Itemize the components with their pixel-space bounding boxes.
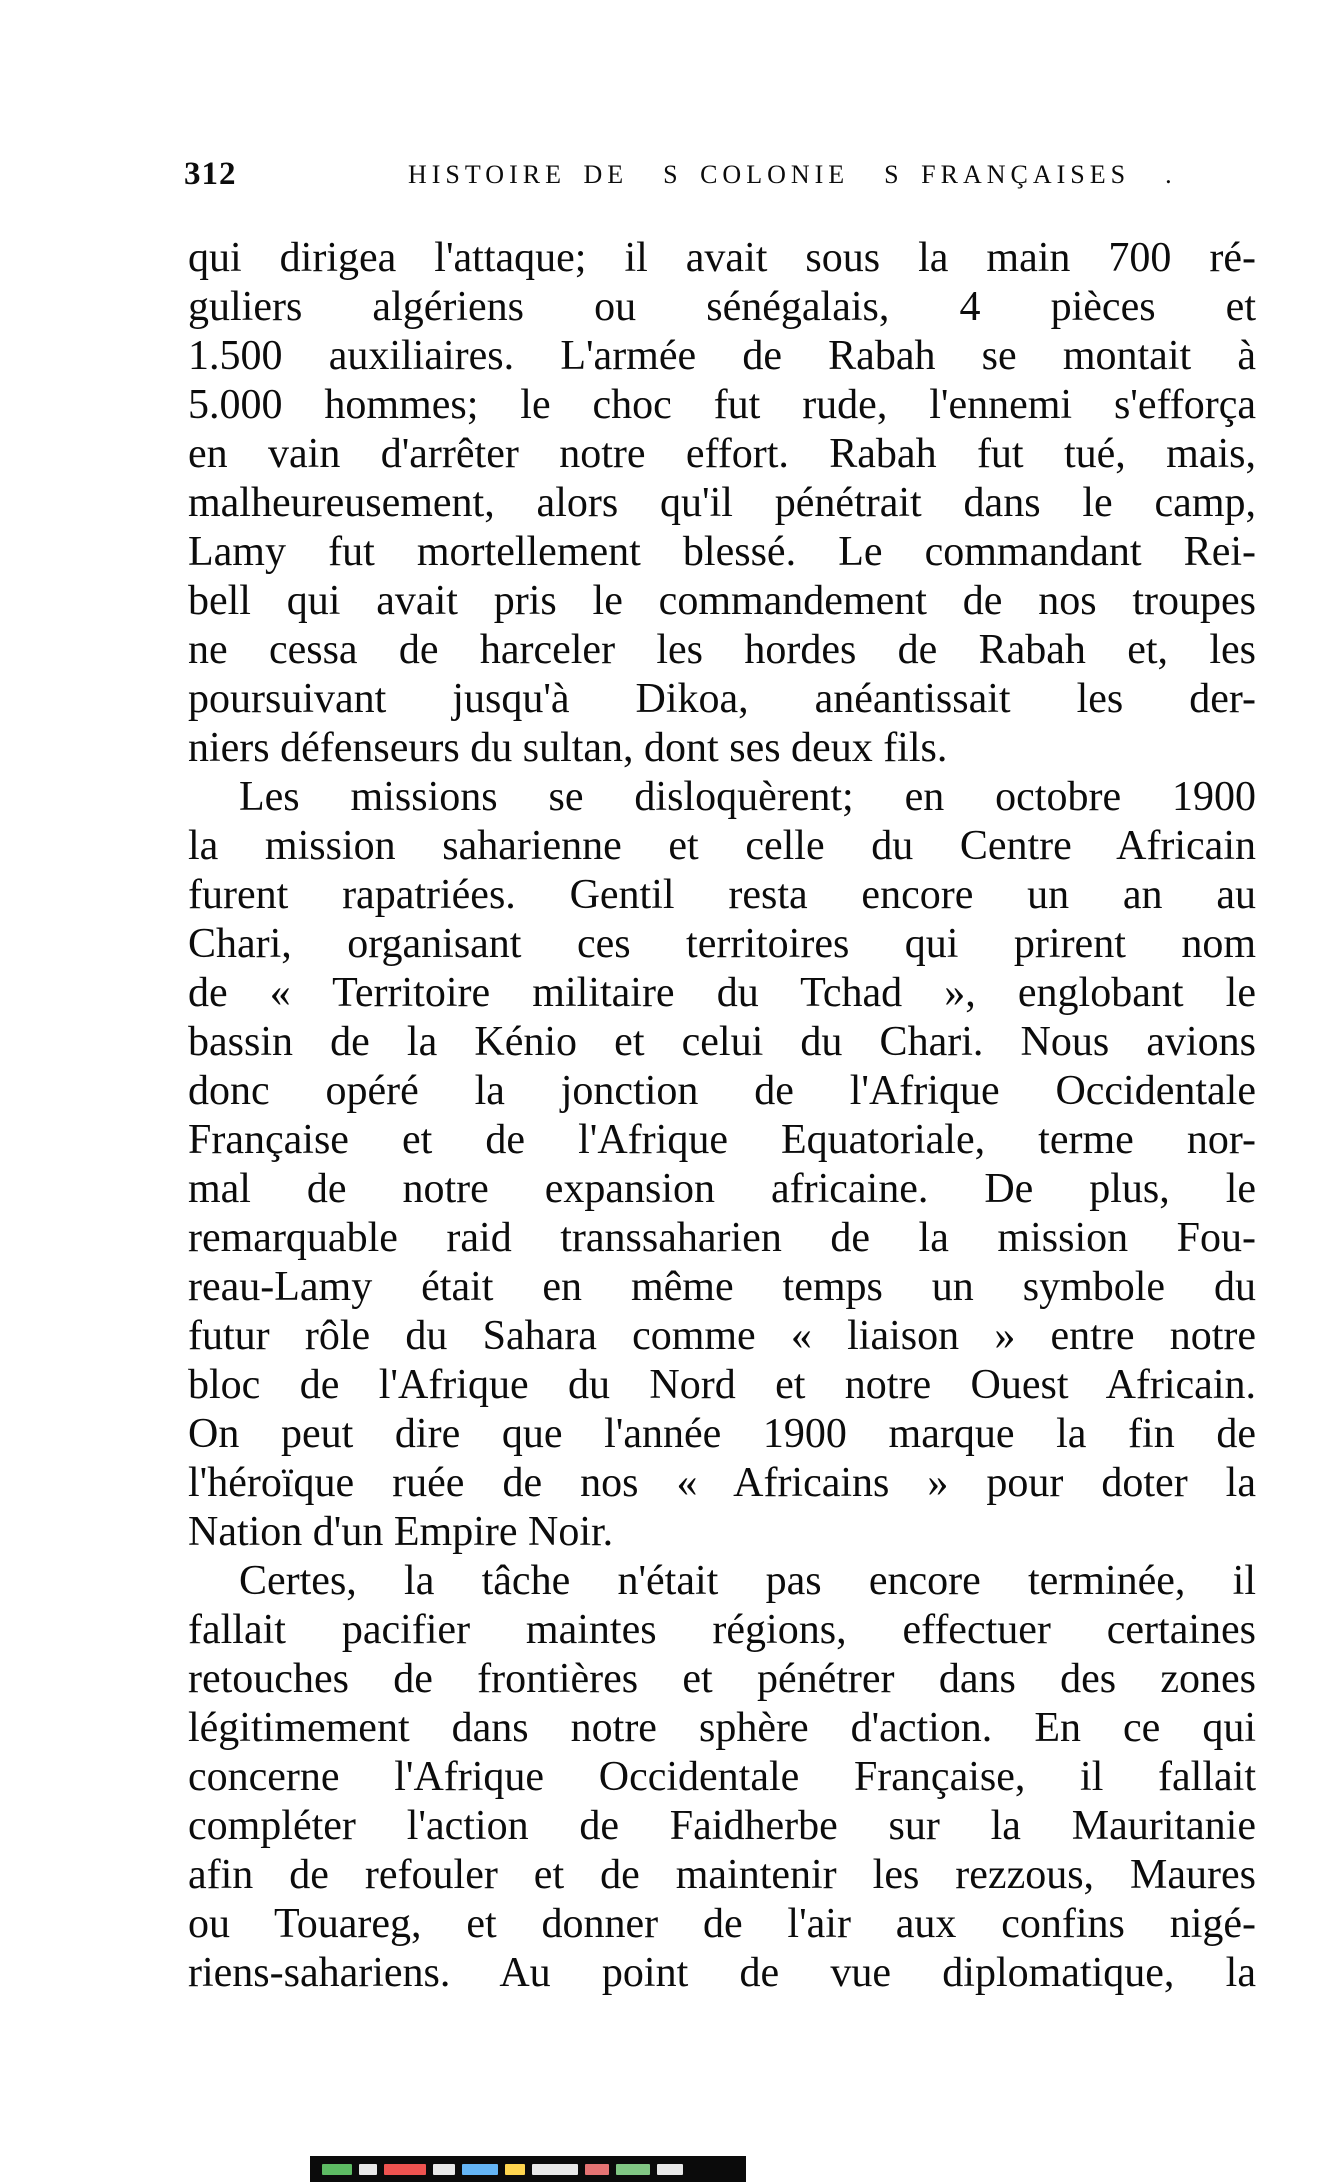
- text-line: poursuivant jusqu'à Dikoa, anéantissait les der-: [188, 676, 1256, 722]
- text-line: malheureusement, alors qu'il pénétrait dans le camp,: [188, 480, 1256, 526]
- text-line: Chari, organisant ces territoires qui prirent nom: [188, 921, 1256, 967]
- text-line: concerne l'Afrique Occidentale Française, il fallait: [188, 1754, 1256, 1800]
- text-line: riens-sahariens. Au point de vue diplomatique, la: [188, 1950, 1256, 1996]
- text-line: l'héroïque ruée de nos « Africains » pour doter la: [188, 1460, 1256, 1506]
- text-line: qui dirigea l'attaque; il avait sous la main 700 ré-: [188, 235, 1256, 281]
- text-line: On peut dire que l'année 1900 marque la fin de: [188, 1411, 1256, 1457]
- artifact-glyph: [657, 2164, 683, 2175]
- text-line: futur rôle du Sahara comme « liaison » entre notre: [188, 1313, 1256, 1359]
- artifact-glyph: [433, 2164, 455, 2175]
- text-line: Française et de l'Afrique Equatoriale, terme nor-: [188, 1117, 1256, 1163]
- text-line: bassin de la Kénio et celui du Chari. Nous avions: [188, 1019, 1256, 1065]
- text-line: afin de refouler et de maintenir les rezzous, Maures: [188, 1852, 1256, 1898]
- text-line: ne cessa de harceler les hordes de Rabah et, les: [188, 627, 1256, 673]
- text-line: ou Touareg, et donner de l'air aux confins nigé-: [188, 1901, 1256, 1947]
- text-line: niers défenseurs du sultan, dont ses deux fils.: [188, 725, 948, 771]
- running-title: HISTOIRE DE S COLONIE S FRANÇAISES .: [408, 160, 1177, 189]
- text-line: 5.000 hommes; le choc fut rude, l'ennemi s'efforça: [188, 382, 1256, 428]
- text-line: Les missions se disloquèrent; en octobre 1900: [239, 774, 1256, 820]
- text-line: remarquable raid transsaharien de la mission Fou-: [188, 1215, 1256, 1261]
- artifact-glyph: [585, 2164, 609, 2175]
- artifact-glyph: [462, 2164, 498, 2175]
- text-line: compléter l'action de Faidherbe sur la Mauritanie: [188, 1803, 1256, 1849]
- artifact-glyph: [359, 2164, 377, 2175]
- scan-artifact-bar: [310, 2156, 746, 2182]
- text-line: bell qui avait pris le commandement de nos troupes: [188, 578, 1256, 624]
- text-line: fallait pacifier maintes régions, effectuer certaines: [188, 1607, 1256, 1653]
- artifact-glyph: [616, 2164, 650, 2175]
- text-line: donc opéré la jonction de l'Afrique Occidentale: [188, 1068, 1256, 1114]
- text-line: furent rapatriées. Gentil resta encore un an au: [188, 872, 1256, 918]
- text-line: de « Territoire militaire du Tchad », englobant le: [188, 970, 1256, 1016]
- text-line: Nation d'un Empire Noir.: [188, 1509, 614, 1555]
- text-line: la mission saharienne et celle du Centre Africain: [188, 823, 1256, 869]
- text-line: 1.500 auxiliaires. L'armée de Rabah se montait à: [188, 333, 1256, 379]
- artifact-glyph: [322, 2164, 352, 2175]
- text-line: Lamy fut mortellement blessé. Le commandant Rei-: [188, 529, 1256, 575]
- text-line: bloc de l'Afrique du Nord et notre Ouest Africain.: [188, 1362, 1256, 1408]
- text-line: légitimement dans notre sphère d'action. En ce qui: [188, 1705, 1256, 1751]
- body-text: [188, 234, 1256, 1998]
- text-line: reau-Lamy était en même temps un symbole du: [188, 1264, 1256, 1310]
- text-line: retouches de frontières et pénétrer dans des zones: [188, 1656, 1256, 1702]
- artifact-glyph: [532, 2164, 578, 2175]
- page-number: 312: [184, 156, 237, 192]
- artifact-glyph: [384, 2164, 426, 2175]
- artifact-glyph: [505, 2164, 525, 2175]
- text-line: mal de notre expansion africaine. De plus, le: [188, 1166, 1256, 1212]
- text-line: Certes, la tâche n'était pas encore terminée, il: [239, 1558, 1256, 1604]
- text-line: en vain d'arrêter notre effort. Rabah fut tué, mais,: [188, 431, 1256, 477]
- text-line: guliers algériens ou sénégalais, 4 pièces et: [188, 284, 1256, 330]
